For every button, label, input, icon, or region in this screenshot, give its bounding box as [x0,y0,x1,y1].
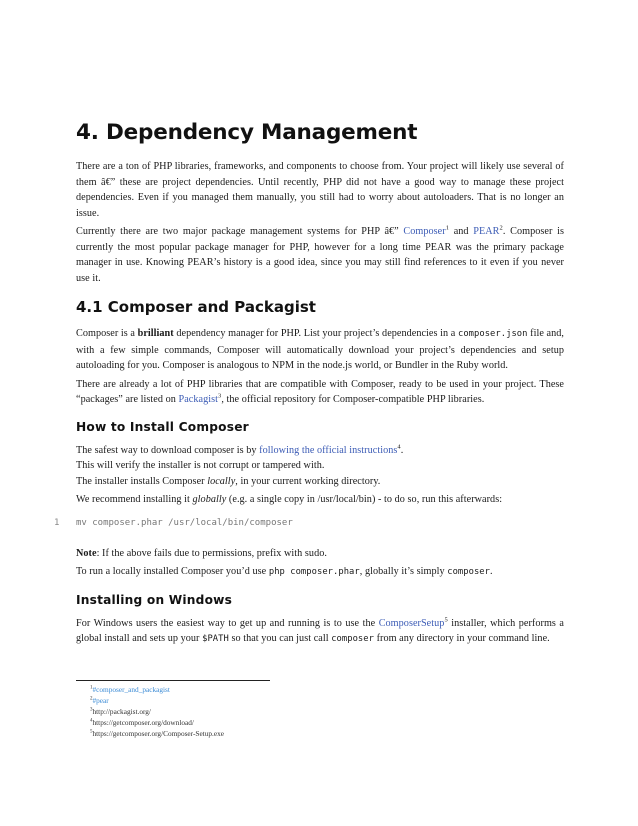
code-line-number: 1 [54,517,60,528]
inline-code: $PATH [202,634,229,644]
install-paragraph-2: We recommend installing it globally (e.g. a single copy in /usr/local/bin) - to do so, run this afterwards: [76,494,503,505]
chapter-title: 4. Dependency Management [76,120,418,145]
inline-code: composer [447,567,490,577]
subsection-heading-windows: Installing on Windows [76,592,233,607]
footnote-ref: 2 [499,224,503,232]
footnote-url: http://packagist.org/ [92,707,151,716]
inline-code: composer [331,634,374,644]
footnote-ref: 5 [444,616,448,624]
footnote-1: $^1$#composer_and_packagist [90,685,170,694]
composer-paragraph-1: Composer is a brilliant dependency manager for PHP. List your project’s dependencies in a composer.json file and, with a few simple commands, Composer will automatically download your project’s dependencies and setup autoloading for you. Composer is analogous to NPM in the node.js world, or Bundler in the Ruby world. [76,328,564,371]
composer-link[interactable]: Composer [403,226,446,237]
subsection-heading-install: How to Install Composer [76,419,249,434]
windows-paragraph: For Windows users the easiest way to get up and running is to use the ComposerSetup$^5$ installer, which performs a global install and sets up your $PATH so that you can just call composer from any directory in your command line. [76,616,564,644]
packagist-link[interactable]: Packagist [178,394,219,405]
footnote-5: $^5$https://getcomposer.org/Composer-Setup.exe [90,729,224,738]
document-page [54,120,564,651]
intro-paragraph-1: There are a ton of PHP libraries, frameworks, and components to choose from. Your project will likely use several of them â€” these are project dependencies. Until recently, PHP did not have a good way to manage these project dependencies. Even if you managed them manually, you still had to worry about autoloaders. That is no longer an issue. [76,161,564,219]
composer-setup-link[interactable]: ComposerSetup [378,617,445,629]
note-paragraph: Note: If the above fails due to permissions, prefix with sudo. [76,547,327,559]
official-instructions-link[interactable]: following the official instructions [259,444,398,456]
footnote-ref: 1 [445,224,450,232]
inline-code: composer.json [457,329,528,339]
install-paragraph-1: The safest way to download composer is by following the official instructions$^4$. This will verify the installer is not corrupt or tampered with. The installer installs Composer locally, in your current working directory. [76,443,404,487]
pear-link[interactable]: PEAR [473,226,500,237]
footnote-3: $^3$http://packagist.org/ [90,707,151,716]
footnote-link[interactable]: #composer_and_packagist [92,685,170,694]
section-heading-composer-packagist: 4.1 Composer and Packagist [76,298,316,316]
footnote-2: $^2$#pear [90,696,109,705]
composer-paragraph-2: There are already a lot of PHP libraries that are compatible with Composer, ready to be used in your project. These “packages” are listed on Packagist$^3$, the official repository for Composer-compatible PHP libraries. [76,378,564,405]
footnote-ref: 4 [397,443,401,451]
footnote-divider [76,680,270,681]
footnote-4: $^4$https://getcomposer.org/download/ [90,718,194,727]
footnote-ref: 3 [218,392,222,400]
code-line: mv composer.phar /usr/local/bin/composer [76,517,293,528]
code-block [54,517,564,534]
footnote-url: https://getcomposer.org/download/ [92,718,194,727]
inline-code: php composer.phar [268,567,360,577]
intro-paragraph-2: Currently there are two major package management systems for PHP â€” Composer$^1$ and PEAR$^2$. Composer is currently the most popular package manager for PHP, however for a long time PEAR was the primary package manager in use. Knowing PEAR’s history is a good idea, since you may still find references to it even if you never use it. [76,224,564,284]
footnote-link[interactable]: #pear [92,696,109,705]
install-paragraph-4: To run a locally installed Composer you’d use php composer.phar, globally it’s simply composer. [76,566,493,577]
footnote-url: https://getcomposer.org/Composer-Setup.exe [92,729,224,738]
footnotes [90,684,224,739]
